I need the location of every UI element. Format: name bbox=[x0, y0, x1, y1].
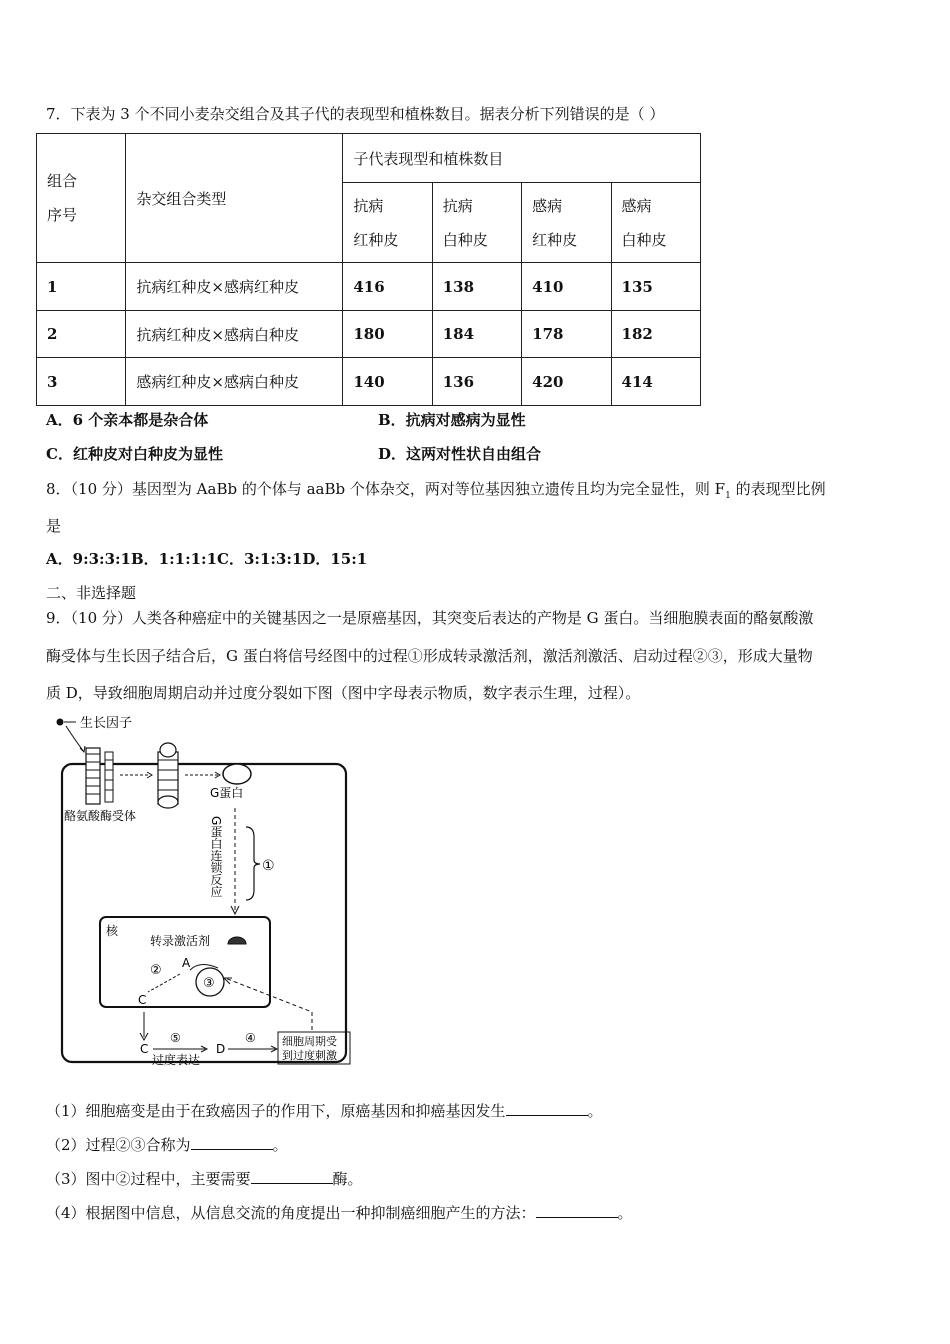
q9-stem-1: 9．（10 分）人类各种癌症中的关键基因之一是原癌基因，其突变后表达的产物是 G 蛋白。当细胞膜表面的酪氨酸激 bbox=[46, 609, 814, 627]
nucleus-label: 核 bbox=[106, 924, 119, 938]
g-protein-complex-icon bbox=[158, 743, 178, 808]
header-group: 组合 序号 bbox=[37, 134, 126, 263]
letter-d: D bbox=[216, 1042, 226, 1056]
q7-stem: 7．下表为 3 个不同小麦杂交组合及其子代的表现型和植株数目。据表分析下列错误的是（ ） bbox=[46, 105, 665, 123]
letter-a: A bbox=[182, 956, 191, 970]
subheader-1: 抗病 红种皮 bbox=[343, 183, 432, 263]
header-offspring: 子代表现型和植株数目 bbox=[343, 134, 701, 183]
step-2-label: ② bbox=[150, 963, 162, 978]
g-protein-icon bbox=[223, 764, 251, 784]
subheader-2: 抗病 白种皮 bbox=[432, 183, 521, 263]
activator-icon bbox=[228, 937, 246, 944]
step-3-label: ③ bbox=[203, 976, 215, 991]
header-cross-type: 杂交组合类型 bbox=[126, 134, 343, 263]
q9-stem-3: 质 D，导致细胞周期启动并过度分裂如下图（图中字母表示物质，数字表示生理，过程）。 bbox=[46, 684, 641, 702]
signal-pathway-figure bbox=[50, 712, 380, 1077]
cell-cycle-label-2: 到过度刺激 bbox=[282, 1049, 337, 1062]
q9-sub-1: （1）细胞癌变是由于在致癌因子的作用下，原癌基因和抑癌基因发生 。 bbox=[46, 1102, 603, 1120]
cell-cycle-label-1: 细胞周期受 bbox=[282, 1035, 337, 1048]
answer-blank-3[interactable] bbox=[251, 1169, 333, 1184]
growth-factor-dot bbox=[57, 719, 64, 726]
q9-sub-2: （2）过程②③合称为 。 bbox=[46, 1136, 288, 1154]
q8-options[interactable]: A．9:3:3:1B．1:1:1:1C．3:1:3:1D．15:1 bbox=[46, 550, 368, 568]
q8-stem: 8．（10 分）基因型为 AaBb 的个体与 aaBb 个体杂交，两对等位基因独立遗传且均为完全显性，则 $F_1$ 的表现型比例 bbox=[46, 480, 826, 501]
letter-c: C bbox=[138, 993, 147, 1007]
receptor-icon bbox=[86, 748, 113, 804]
subheader-4: 感病 白种皮 bbox=[611, 183, 700, 263]
q7-table bbox=[36, 133, 701, 406]
section-title: 二、非选择题 bbox=[46, 584, 137, 602]
subheader-3: 感病 红种皮 bbox=[522, 183, 611, 263]
q9-sub-4: （4）根据图中信息，从信息交流的角度提出一种抑制癌细胞产生的方法： 。 bbox=[46, 1204, 633, 1222]
q7-option-b[interactable]: B．抗病对感病为显性 bbox=[378, 411, 526, 429]
q8-stem-cont: 是 bbox=[46, 517, 62, 535]
step-1-label: ① bbox=[262, 858, 275, 874]
receptor-label: 酪氨酸酶受体 bbox=[64, 809, 137, 823]
letter-c-2: C bbox=[140, 1042, 149, 1056]
step-4-label: ④ bbox=[245, 1031, 256, 1045]
answer-blank-1[interactable] bbox=[506, 1101, 588, 1116]
table-row: 2 抗病红种皮×感病白种皮 180 184 178 182 bbox=[37, 311, 701, 358]
answer-blank-2[interactable] bbox=[191, 1135, 273, 1150]
growth-factor-label: 生长因子 bbox=[80, 716, 133, 731]
q7-option-c[interactable]: C．红种皮对白种皮为显性 bbox=[46, 445, 223, 463]
cascade-label: G蛋白连锁反应 bbox=[209, 816, 223, 898]
q9-sub-3: （3）图中②过程中，主要需要 酶。 bbox=[46, 1170, 363, 1188]
table-row: 1 抗病红种皮×感病红种皮 416 138 410 135 bbox=[37, 263, 701, 311]
table-row: 3 感病红种皮×感病白种皮 140 136 420 414 bbox=[37, 358, 701, 406]
q9-stem-2: 酶受体与生长因子结合后，G 蛋白将信号经图中的过程①形成转录激活剂，激活剂激活、启动过程②③，形成大量物 bbox=[46, 647, 813, 665]
q7-option-d[interactable]: D．这两对性状自由组合 bbox=[378, 445, 542, 463]
activator-label: 转录激活剂 bbox=[150, 934, 211, 948]
answer-blank-4[interactable] bbox=[536, 1203, 618, 1218]
g-protein-label: G蛋白 bbox=[210, 786, 244, 800]
q7-option-a[interactable]: A．6 个亲本都是杂合体 bbox=[46, 411, 209, 429]
overexpress-label: 过度表达 bbox=[152, 1053, 201, 1067]
step-5-label: ⑤ bbox=[170, 1031, 181, 1045]
